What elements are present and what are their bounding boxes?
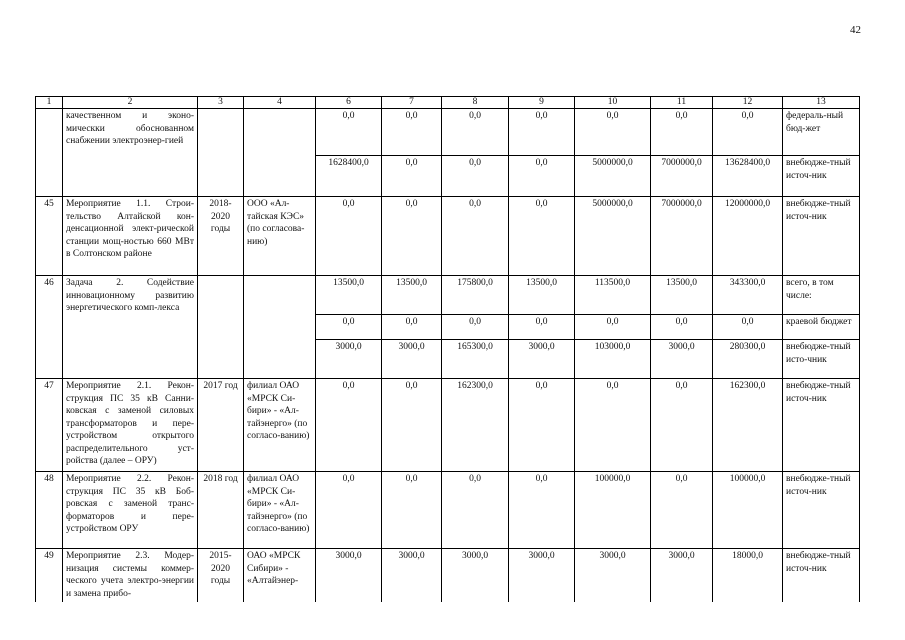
- value-cell: 5000000,0: [575, 197, 651, 276]
- column-number: 13: [783, 97, 860, 109]
- years-cell: 2018 год: [198, 472, 244, 549]
- value-cell: 3000,0: [316, 340, 382, 379]
- value-cell: 0,0: [509, 156, 575, 197]
- value-cell: 7000000,0: [651, 156, 713, 197]
- value-cell: 0,0: [651, 379, 713, 472]
- executor-cell: филиал ОАО «МРСК Си-бири» - «Ал-тайэнерго» (по согласо-ванию): [244, 472, 316, 549]
- description-cell: Мероприятие 2.2. Рекон-струкция ПС 35 кВ Боб-ровская с заменой транс-форматоров и пере-устройством ОРУ: [63, 472, 198, 549]
- value-cell: 0,0: [316, 315, 382, 340]
- value-cell: 175800,0: [442, 276, 509, 315]
- column-number: 12: [713, 97, 783, 109]
- value-cell: 12000000,0: [713, 197, 783, 276]
- row-number-cell: 48: [36, 472, 63, 549]
- description-cell: Мероприятие 2.3. Модер-низация системы коммер-ческого учета электро-энергии и замена прибо-: [63, 549, 198, 602]
- value-cell: 0,0: [382, 197, 442, 276]
- value-cell: 3000,0: [316, 549, 382, 602]
- value-cell: 0,0: [651, 109, 713, 156]
- value-cell: 280300,0: [713, 340, 783, 379]
- table-row: [36, 276, 860, 315]
- value-cell: 0,0: [382, 379, 442, 472]
- value-cell: 3000,0: [509, 340, 575, 379]
- executor-cell: ОАО «МРСК Сибири» - «Алтайэнер-: [244, 549, 316, 602]
- funding-source-cell: краевой бюджет: [783, 315, 860, 340]
- funding-source-cell: всего, в том числе:: [783, 276, 860, 315]
- description-cell: Мероприятие 2.1. Рекон-струкция ПС 35 кВ Санни-ковская с заменой силовых трансформаторов и пере-устройством открытого распределительного уст-ройства (далее – ОРУ): [63, 379, 198, 472]
- value-cell: 162300,0: [442, 379, 509, 472]
- funding-source-cell: внебюдже-тный источ-ник: [783, 379, 860, 472]
- value-cell: 165300,0: [442, 340, 509, 379]
- value-cell: 0,0: [442, 315, 509, 340]
- table-row: [36, 109, 860, 156]
- column-number: 3: [198, 97, 244, 109]
- value-cell: 0,0: [316, 472, 382, 549]
- value-cell: 0,0: [651, 315, 713, 340]
- column-number-row: [36, 97, 860, 109]
- executor-cell: [244, 109, 316, 197]
- years-cell: [198, 276, 244, 379]
- executor-cell: филиал ОАО «МРСК Си-бири» - «Ал-тайэнерго» (по согласо-ванию): [244, 379, 316, 472]
- value-cell: 0,0: [713, 109, 783, 156]
- funding-source-cell: федераль-ный бюд-жет: [783, 109, 860, 156]
- page-number: 42: [850, 24, 861, 36]
- column-number: 4: [244, 97, 316, 109]
- value-cell: 0,0: [509, 379, 575, 472]
- value-cell: 0,0: [442, 156, 509, 197]
- value-cell: 162300,0: [713, 379, 783, 472]
- value-cell: 0,0: [382, 472, 442, 549]
- budget-table: [35, 96, 860, 602]
- executor-cell: [244, 276, 316, 379]
- description-cell: Мероприятие 1.1. Строи-тельство Алтайской кон-денсационной элект-рической станции мощ-ностью 660 МВт в Солтонском районе: [63, 197, 198, 276]
- row-number-cell: [36, 109, 63, 197]
- column-number: 1: [36, 97, 63, 109]
- row-number-cell: 49: [36, 549, 63, 602]
- value-cell: 0,0: [509, 109, 575, 156]
- value-cell: 0,0: [651, 472, 713, 549]
- value-cell: 3000,0: [651, 340, 713, 379]
- value-cell: 3000,0: [382, 549, 442, 602]
- table-row: [36, 472, 860, 549]
- executor-cell: ООО «Ал-тайская КЭС» (по согласова-нию): [244, 197, 316, 276]
- value-cell: 13500,0: [651, 276, 713, 315]
- years-cell: 2018-2020 годы: [198, 197, 244, 276]
- value-cell: 3000,0: [509, 549, 575, 602]
- column-number: 7: [382, 97, 442, 109]
- years-cell: 2015-2020 годы: [198, 549, 244, 602]
- value-cell: 13500,0: [509, 276, 575, 315]
- value-cell: 0,0: [382, 315, 442, 340]
- value-cell: 3000,0: [442, 549, 509, 602]
- column-number: 6: [316, 97, 382, 109]
- value-cell: 18000,0: [713, 549, 783, 602]
- description-cell: качественном и эконо-мическки обоснованном снабжении электроэнер-гией: [63, 109, 198, 197]
- column-number: 10: [575, 97, 651, 109]
- funding-source-cell: внебюдже-тный источ-ник: [783, 197, 860, 276]
- column-number: 11: [651, 97, 713, 109]
- value-cell: 100000,0: [713, 472, 783, 549]
- column-number: 9: [509, 97, 575, 109]
- value-cell: 113500,0: [575, 276, 651, 315]
- value-cell: 0,0: [442, 197, 509, 276]
- value-cell: 100000,0: [575, 472, 651, 549]
- row-number-cell: 45: [36, 197, 63, 276]
- value-cell: 0,0: [509, 197, 575, 276]
- value-cell: 0,0: [382, 156, 442, 197]
- value-cell: 0,0: [442, 109, 509, 156]
- value-cell: 343300,0: [713, 276, 783, 315]
- value-cell: 3000,0: [382, 340, 442, 379]
- value-cell: 13500,0: [382, 276, 442, 315]
- value-cell: 1628400,0: [316, 156, 382, 197]
- years-cell: [198, 109, 244, 197]
- table-row: [36, 379, 860, 472]
- value-cell: 13500,0: [316, 276, 382, 315]
- value-cell: 0,0: [442, 472, 509, 549]
- value-cell: 0,0: [713, 315, 783, 340]
- value-cell: 0,0: [509, 472, 575, 549]
- funding-source-cell: внебюдже-тный исто-чник: [783, 340, 860, 379]
- description-cell: Задача 2. Содействие инновационному развитию энергетического комп-лекса: [63, 276, 198, 379]
- value-cell: 103000,0: [575, 340, 651, 379]
- row-number-cell: 46: [36, 276, 63, 379]
- value-cell: 7000000,0: [651, 197, 713, 276]
- value-cell: 13628400,0: [713, 156, 783, 197]
- value-cell: 0,0: [316, 197, 382, 276]
- value-cell: 0,0: [575, 109, 651, 156]
- funding-source-cell: внебюдже-тный источ-ник: [783, 156, 860, 197]
- value-cell: 5000000,0: [575, 156, 651, 197]
- value-cell: 3000,0: [575, 549, 651, 602]
- value-cell: 0,0: [316, 379, 382, 472]
- table-row: [36, 197, 860, 276]
- value-cell: 0,0: [575, 315, 651, 340]
- value-cell: 0,0: [509, 315, 575, 340]
- value-cell: 3000,0: [651, 549, 713, 602]
- value-cell: 0,0: [575, 379, 651, 472]
- funding-source-cell: внебюдже-тный источ-ник: [783, 549, 860, 602]
- value-cell: 0,0: [382, 109, 442, 156]
- column-number: 8: [442, 97, 509, 109]
- column-number: 2: [63, 97, 198, 109]
- table-row: [36, 549, 860, 602]
- row-number-cell: 47: [36, 379, 63, 472]
- years-cell: 2017 год: [198, 379, 244, 472]
- funding-source-cell: внебюдже-тный источ-ник: [783, 472, 860, 549]
- value-cell: 0,0: [316, 109, 382, 156]
